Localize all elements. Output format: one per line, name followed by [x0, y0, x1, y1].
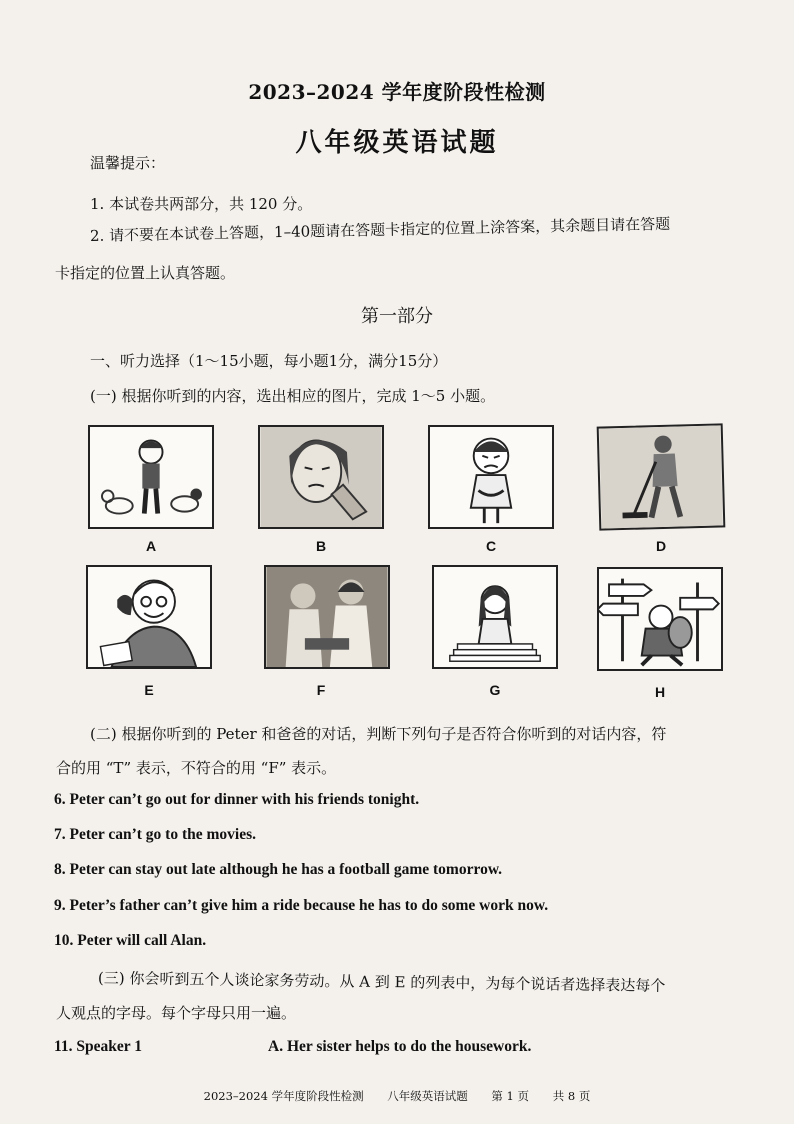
footer-subject: 八年级英语试题 — [387, 1089, 468, 1103]
statement-6: 6. Peter can’t go out for dinner with his friends tonight. — [54, 791, 420, 808]
picture-g — [432, 565, 558, 669]
picture-c-label: C — [485, 538, 497, 554]
option-a: A. Her sister helps to do the housework. — [268, 1038, 532, 1055]
part-one-title: 第一部分 — [361, 306, 433, 327]
tips-item-1: 1. 本试卷共两部分，共 120 分。 — [90, 195, 313, 213]
picture-f — [264, 565, 390, 669]
subsection-2-instruction-line-2: 合的用 “T” 表示，不符合的用 “F” 表示。 — [56, 759, 337, 777]
picture-h — [597, 567, 723, 671]
cooking-couple-icon — [266, 567, 388, 667]
footer-total-pages: 共 8 页 — [552, 1089, 591, 1103]
picture-h-label: H — [654, 684, 666, 700]
stomachache-girl-icon — [430, 427, 552, 527]
exam-subtitle: 八年级英语试题 — [295, 128, 499, 158]
tips-heading: 温馨提示： — [90, 154, 166, 172]
page-footer — [0, 1088, 794, 1104]
statement-10: 10. Peter will call Alan. — [54, 932, 207, 949]
statement-7: 7. Peter can’t go to the movies. — [54, 826, 257, 843]
subsection-1-instruction: (一) 根据你听到的内容，选出相应的图片，完成 1～5 小题。 — [90, 387, 496, 405]
tips-item-2-line-1: 2. 请不要在本试卷上答题，1–40题请在答题卡指定的位置上涂答案，其余题目请在答题 — [89, 214, 671, 245]
picture-d — [597, 423, 726, 530]
toothache-woman-icon — [260, 427, 382, 527]
confused-traveler-icon — [599, 569, 721, 669]
picture-e — [86, 565, 212, 669]
subsection-3-instruction-line-2: 人观点的字母。每个字母只用一遍。 — [56, 1004, 297, 1022]
subsection-3-instruction-line-1: (三) 你会听到五个人谈论家务劳动。从 A 到 E 的列表中，为每个说话者选择表达每个 — [97, 969, 666, 995]
girl-with-books-icon — [434, 567, 556, 667]
footer-exam-name: 2023–2024 学年度阶段性检测 — [203, 1089, 364, 1103]
tips-item-2-line-2: 卡指定的位置上认真答题。 — [55, 264, 236, 282]
picture-c — [428, 425, 554, 529]
man-on-phone-icon — [88, 567, 210, 667]
speaker-1-label: 11. Speaker 1 — [54, 1038, 142, 1055]
picture-g-label: G — [489, 682, 501, 698]
picture-b — [258, 425, 384, 529]
picture-a-label: A — [145, 538, 157, 554]
section-listening-heading: 一、听力选择（1～15小题，每小题1分，满分15分） — [90, 352, 448, 370]
footer-page-number: 第 1 页 — [491, 1089, 530, 1103]
picture-e-label: E — [144, 682, 154, 698]
picture-f-label: F — [316, 682, 326, 698]
boy-with-dogs-icon — [90, 427, 212, 527]
picture-a — [88, 425, 214, 529]
subsection-2-instruction-line-1: (二) 根据你听到的 Peter 和爸爸的对话，判断下列句子是否符合你听到的对话内容，符 — [90, 725, 667, 743]
statement-9: 9. Peter’s father can’t give him a ride because he has to do some work now. — [54, 897, 549, 914]
picture-b-label: B — [315, 538, 327, 554]
statement-8: 8. Peter can stay out late although he has a football game tomorrow. — [54, 861, 503, 878]
exam-title: 2023–2024 学年度阶段性检测 — [248, 80, 546, 104]
picture-d-label: D — [655, 538, 667, 554]
sweeping-floor-icon — [599, 425, 724, 528]
